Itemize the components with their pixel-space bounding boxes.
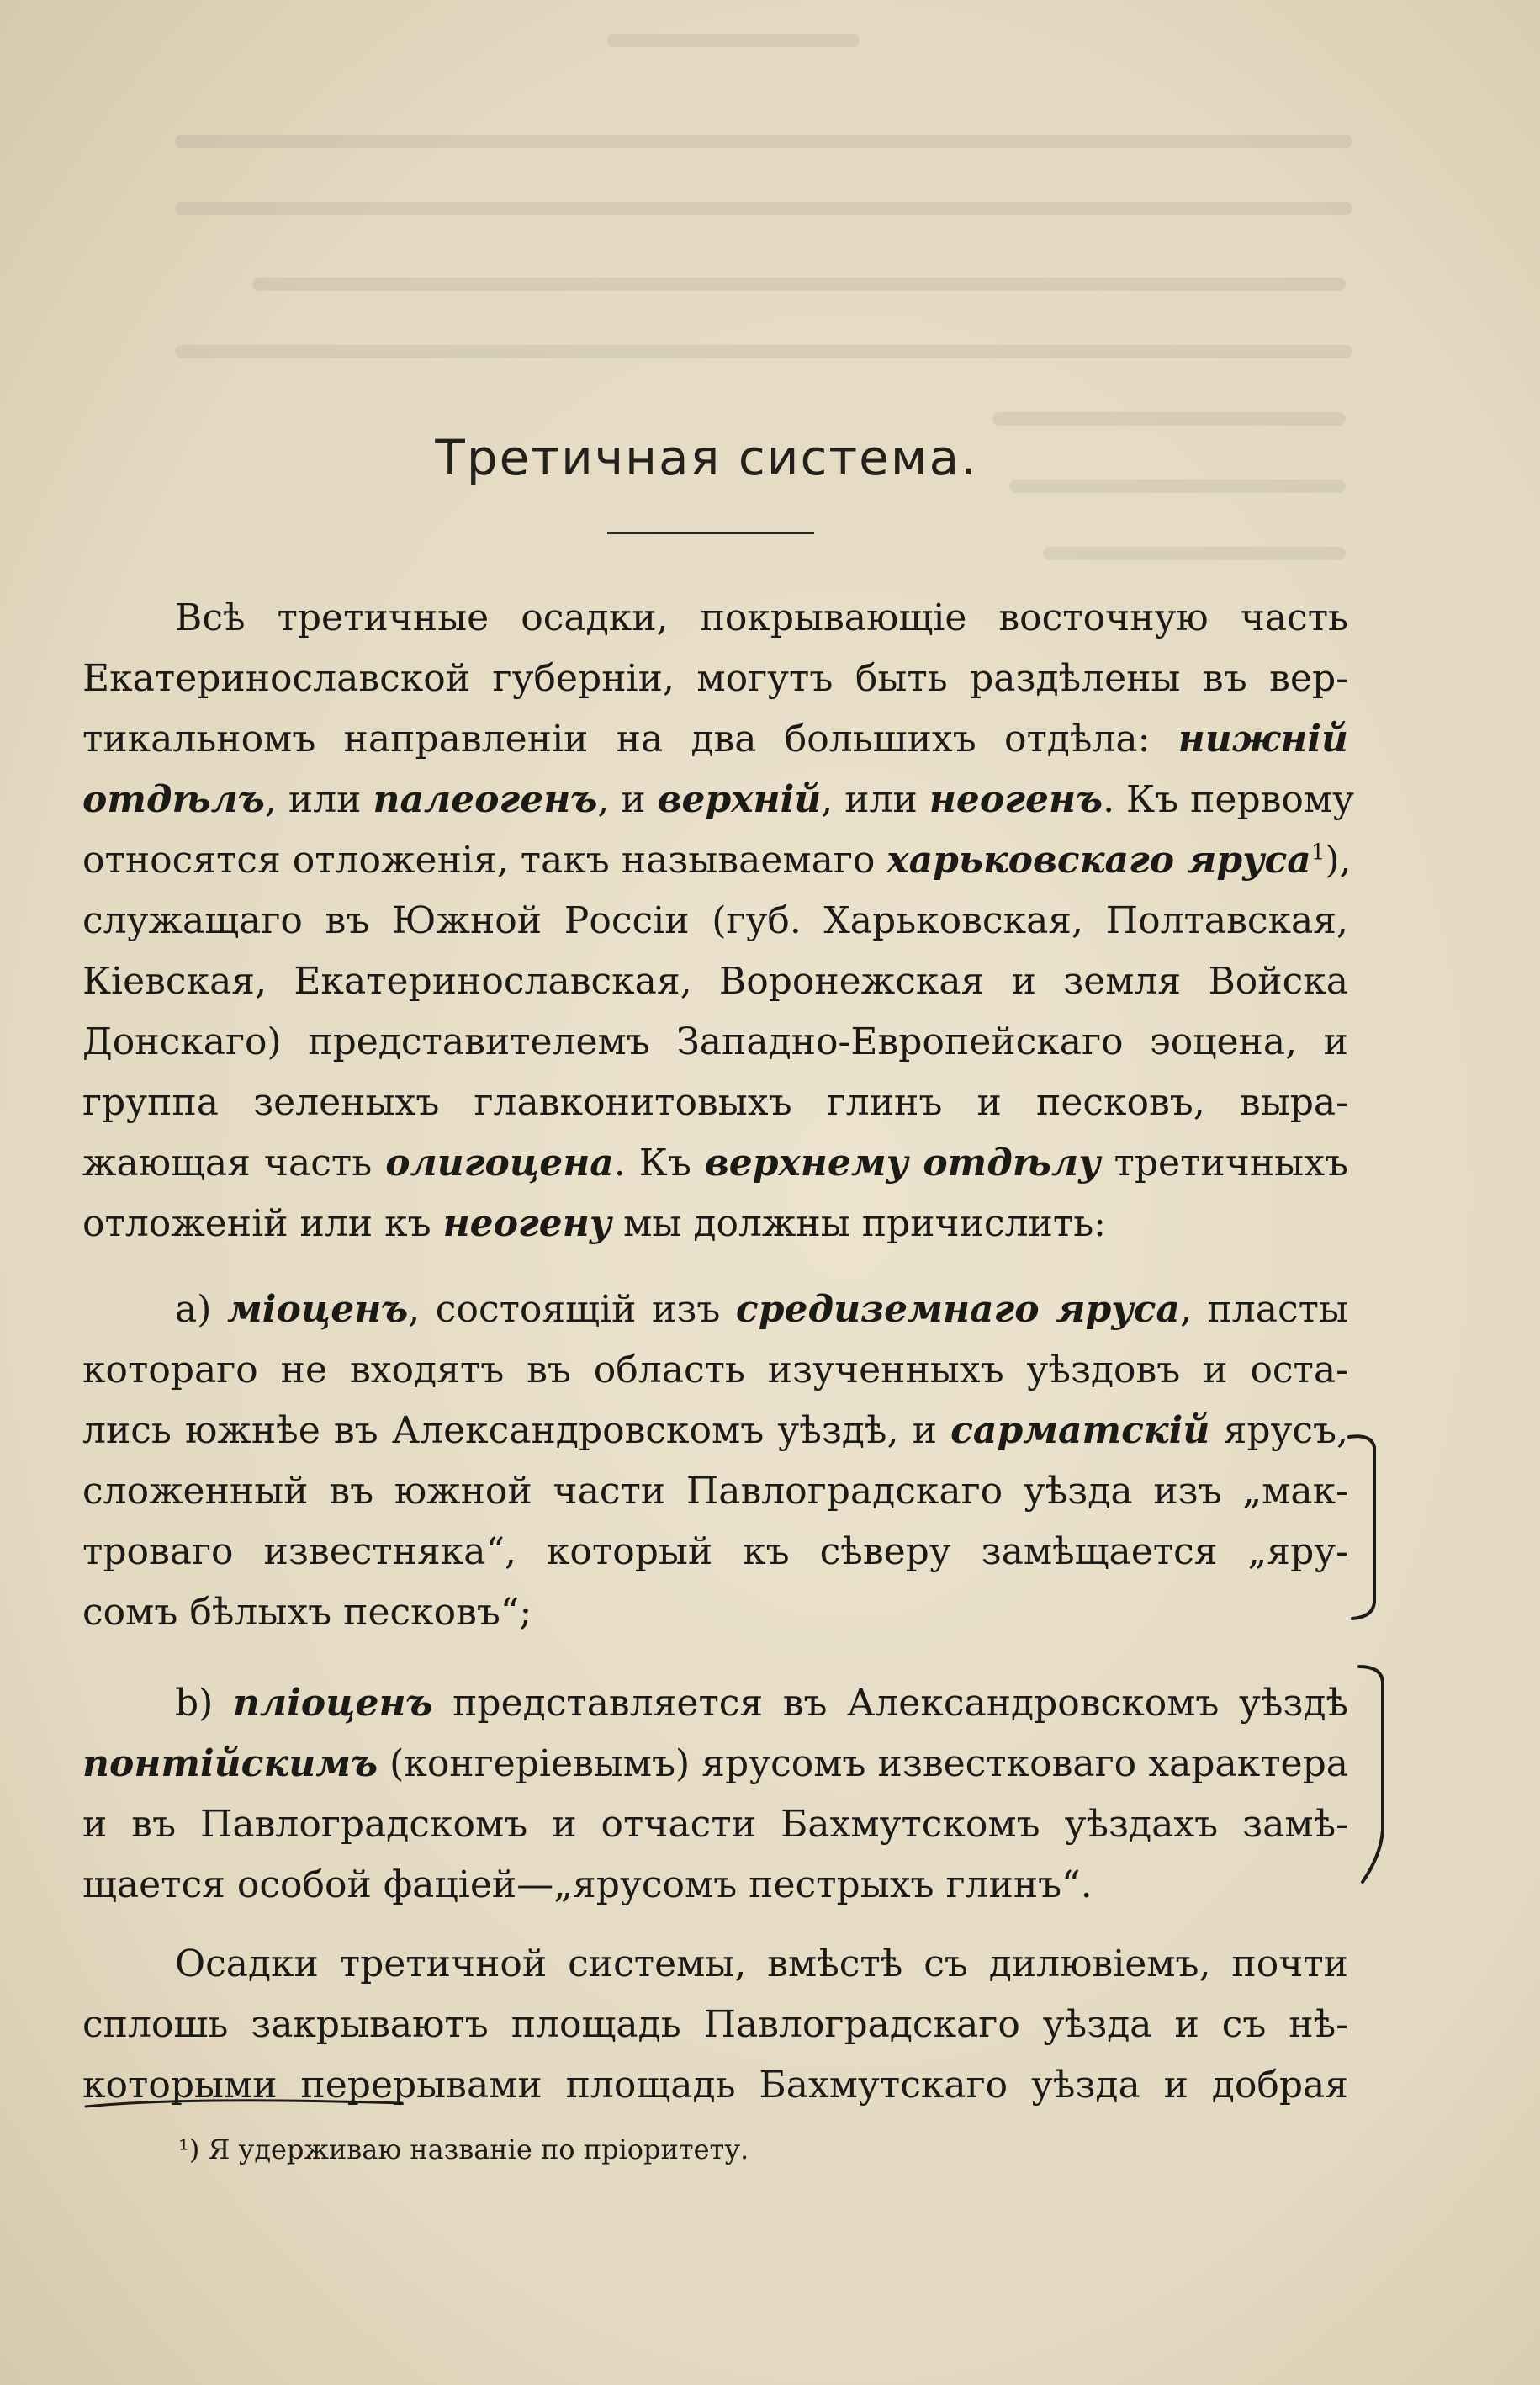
text-line: лись южнѣе въ Александровскомъ уѣздѣ, и сарматскій ярусъ, — [82, 1409, 1349, 1452]
margin-bracket-pliocene — [1356, 1662, 1398, 1893]
text-line: которыми перерывами площадь Бахмутскаго уѣзда и добрая — [82, 2064, 1348, 2107]
text-line: сложенный въ южной части Павлоградскаго уѣзда изъ „мак- — [82, 1470, 1348, 1513]
text-line: Всѣ третичные осадки, покрывающіе восточную часть — [175, 596, 1348, 639]
text-line: жающая часть олигоцена. Къ верхнему отдѣлу третичныхъ — [82, 1142, 1349, 1185]
text-line: относятся отложенія, такъ называемаго харьковскаго яруса$^1$), — [82, 839, 1352, 882]
text-line: котораго не входятъ въ область изученныхъ уѣздовъ и оста- — [82, 1349, 1348, 1391]
text-line: Осадки третичной системы, вмѣстѣ съ дилювіемъ, почти — [175, 1942, 1348, 1985]
text-line: a) міоценъ, состоящій изъ средиземнаго яруса, пласты — [175, 1288, 1348, 1331]
pencil-underline — [84, 2095, 404, 2115]
text-line: b) пліоценъ представляется въ Александровскомъ уѣздѣ — [175, 1682, 1348, 1725]
text-line: сплошь закрываютъ площадь Павлоградскаго уѣзда и съ нѣ- — [82, 2003, 1348, 2046]
text-line: понтійскимъ (конгеріевымъ) ярусомъ известковаго характера — [82, 1742, 1348, 1785]
text-line: отдѣлъ, или палеогенъ, и верхній, или неогенъ. Къ первому — [82, 778, 1354, 821]
text-line: Кіевская, Екатеринославская, Воронежская и земля Войска — [82, 960, 1348, 1003]
margin-bracket-sarmatian — [1346, 1430, 1388, 1624]
text-line: Донскаго) представителемъ Западно-Европейскаго эоцена, и — [82, 1020, 1348, 1063]
text-line: и въ Павлоградскомъ и отчасти Бахмутскомъ уѣздахъ замѣ- — [82, 1803, 1348, 1846]
text-line: тикальномъ направленіи на два большихъ отдѣла: нижній — [82, 718, 1348, 761]
bleed-through-text — [0, 0, 1540, 589]
text-line: щается особой фаціей—„ярусомъ пестрыхъ глинъ“. — [82, 1863, 1093, 1906]
text-line: троваго известняка“, который къ сѣверу замѣщается „яру- — [82, 1530, 1348, 1573]
text-line: служащаго въ Южной Россіи (губ. Харьковская, Полтавская, — [82, 899, 1348, 942]
text-line: группа зеленыхъ главконитовыхъ глинъ и песковъ, выра- — [82, 1081, 1348, 1124]
text-line: отложеній или къ неогену мы должны причислить: — [82, 1202, 1106, 1245]
text-line: сомъ бѣлыхъ песковъ“; — [82, 1591, 532, 1634]
text-line: Екатеринославской губерніи, могутъ быть раздѣлены въ вер- — [82, 657, 1348, 700]
title-divider — [607, 532, 814, 534]
section-title: Третичная система. — [435, 429, 978, 486]
footnote: ¹) Я удерживаю названіе по пріоритету. — [178, 2133, 749, 2165]
